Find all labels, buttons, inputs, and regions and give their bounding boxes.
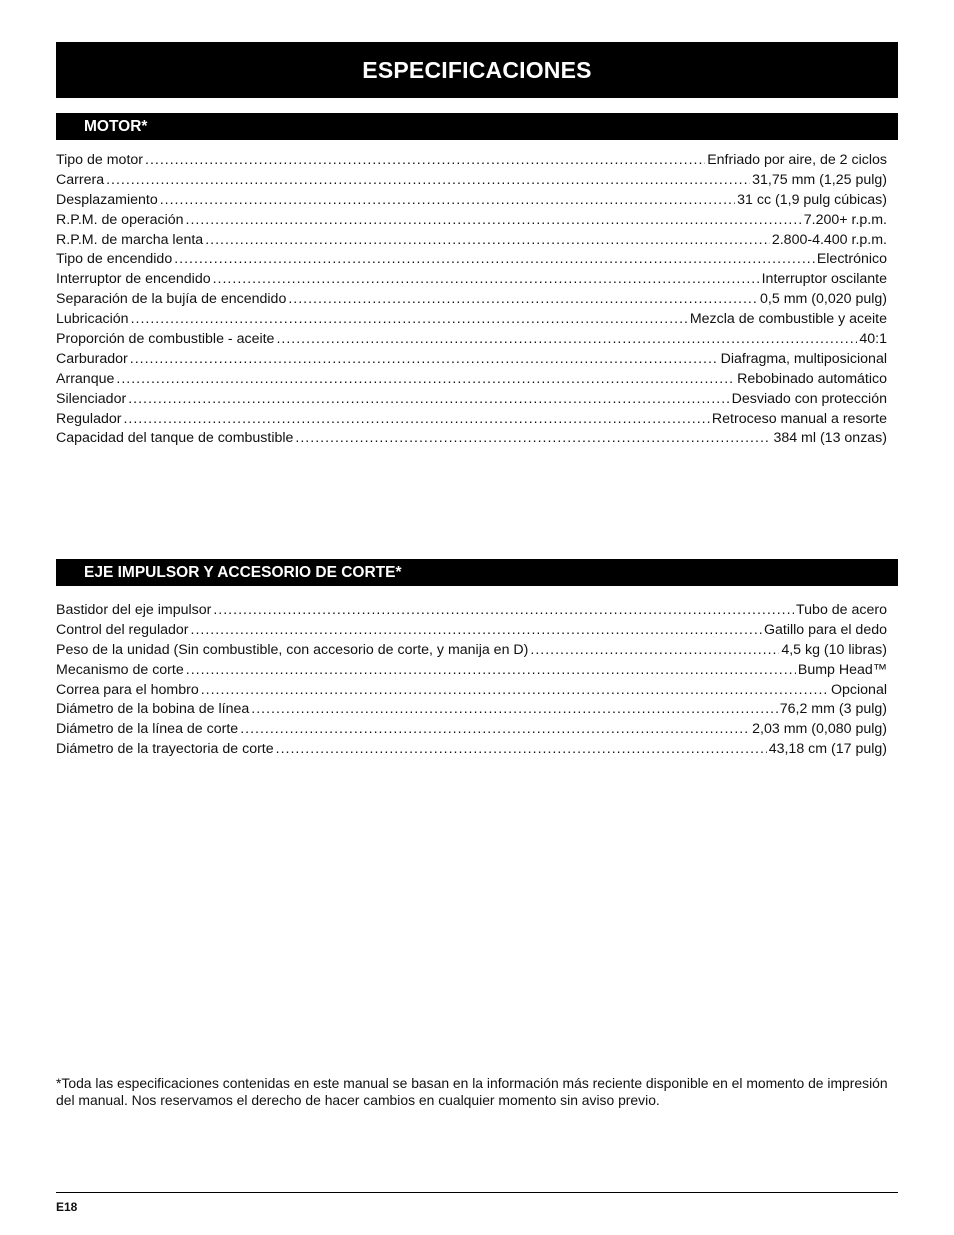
spec-row (56, 331, 887, 351)
spec-label: Bastidor del eje impulsor (56, 602, 212, 618)
spec-label: Correa para el hombro (56, 681, 199, 698)
spec-label: Diámetro de la trayectoria de corte (56, 741, 274, 758)
spec-row (56, 371, 887, 391)
dot-leader (186, 212, 802, 228)
spec-value: 4,5 kg (10 libras) (781, 641, 887, 658)
dot-leader (295, 430, 771, 446)
spec-row (56, 251, 887, 271)
spec-value: Electrónico (816, 251, 887, 268)
spec-label: Carburador (56, 350, 128, 367)
dot-leader (213, 271, 760, 287)
spec-row (56, 212, 887, 232)
spec-value: 31 cc (1,9 pulg cúbicas) (737, 191, 887, 208)
dot-leader (251, 701, 778, 717)
dot-leader (240, 721, 750, 737)
spec-label: Mecanismo de corte (56, 661, 184, 678)
dot-leader (106, 172, 750, 188)
spec-row (56, 430, 887, 450)
spec-label: Interruptor de encendido (56, 271, 211, 288)
spec-row (56, 682, 887, 702)
spec-row (56, 271, 887, 291)
spec-value: Enfriado por aire, de 2 ciclos (707, 152, 887, 168)
spec-row (56, 172, 887, 192)
spec-value: 43,18 cm (17 pulg) (768, 741, 887, 758)
dot-leader (191, 622, 762, 638)
dot-leader (116, 371, 735, 387)
spec-row (56, 602, 887, 622)
spec-value: Opcional (831, 681, 887, 698)
page-title: ESPECIFICACIONES (362, 56, 592, 83)
spec-label: Diámetro de la bobina de línea (56, 701, 250, 718)
section-header-drive-shaft (56, 559, 898, 586)
spec-value: Rebobinado automático (737, 370, 887, 387)
spec-row (56, 391, 887, 411)
spec-label: Capacidad del tanque de combustible (56, 430, 294, 447)
page-number: E18 (56, 1200, 78, 1214)
spec-row (56, 232, 887, 252)
dot-leader (205, 232, 770, 248)
spec-label: Control del regulador (56, 621, 189, 638)
spec-value: 40:1 (859, 331, 887, 348)
spec-value: Desviado con protección (731, 390, 887, 407)
dot-leader (123, 411, 709, 427)
spec-row (56, 701, 887, 721)
spec-label: Diámetro de la línea de corte (56, 721, 239, 738)
spec-value: 0,5 mm (0,020 pulg) (760, 291, 887, 308)
spec-value: 7.200+ r.p.m. (803, 211, 887, 228)
section-title: MOTOR* (84, 117, 148, 135)
spec-row (56, 351, 887, 371)
footer-rule (56, 1192, 898, 1193)
spec-label: Lubricación (56, 311, 129, 328)
spec-list-motor (56, 152, 887, 450)
spec-row (56, 152, 887, 172)
dot-leader (276, 741, 767, 757)
spec-label: Regulador (56, 410, 122, 427)
spec-label: R.P.M. de marcha lenta (56, 231, 204, 248)
spec-label: Proporción de combustible - aceite (56, 331, 275, 348)
dot-leader (128, 391, 729, 407)
dot-leader (131, 311, 688, 327)
spec-value: 2.800-4.400 r.p.m. (771, 231, 887, 248)
spec-value: Gatillo para el dedo (763, 621, 887, 638)
spec-row (56, 721, 887, 741)
spec-row (56, 662, 887, 682)
spec-row (56, 311, 887, 331)
spec-row (56, 411, 887, 431)
spec-value: Bump Head™ (797, 661, 887, 678)
spec-list-drive-shaft (56, 602, 887, 761)
dot-leader (530, 642, 779, 658)
spec-label: Desplazamiento (56, 191, 158, 208)
spec-value: 76,2 mm (3 pulg) (779, 701, 887, 718)
spec-label: Carrera (56, 171, 105, 188)
spec-value: Mezcla de combustible y aceite (689, 311, 887, 328)
spec-row (56, 192, 887, 212)
spec-label: R.P.M. de operación (56, 211, 184, 228)
spec-value: 31,75 mm (1,25 pulg) (752, 171, 887, 188)
spec-value: Tubo de acero (796, 602, 887, 618)
spec-label: Tipo de encendido (56, 251, 173, 268)
page-title-bar (56, 42, 898, 98)
spec-row (56, 622, 887, 642)
spec-label: Tipo de motor (56, 152, 144, 168)
dot-leader (130, 351, 719, 367)
spec-label: Silenciador (56, 390, 127, 407)
dot-leader (174, 251, 815, 267)
footnote: *Toda las especificaciones contenidas en este manual se basan en la información más reciente disponible en el momento de impresión del manual. Nos reservamos el derecho de hacer cambios en cualquier momento sin aviso previo. (56, 1075, 888, 1108)
spec-value: Interruptor oscilante (761, 271, 887, 288)
spec-value: Retroceso manual a resorte (711, 410, 887, 427)
spec-label: Separación de la bujía de encendido (56, 291, 287, 308)
spec-row (56, 741, 887, 761)
dot-leader (201, 682, 829, 698)
spec-row (56, 642, 887, 662)
dot-leader (288, 291, 758, 307)
spec-label: Arranque (56, 370, 115, 387)
spec-value: 384 ml (13 onzas) (773, 430, 887, 447)
dot-leader (186, 662, 796, 678)
spec-label: Peso de la unidad (Sin combustible, con accesorio de corte, y manija en D) (56, 641, 529, 658)
dot-leader (145, 152, 705, 168)
section-header-motor (56, 113, 898, 140)
section-title: EJE IMPULSOR Y ACCESORIO DE CORTE* (84, 563, 402, 581)
spec-value: 2,03 mm (0,080 pulg) (752, 721, 887, 738)
spec-row (56, 291, 887, 311)
spec-value: Diafragma, multiposicional (720, 350, 887, 367)
dot-leader (276, 331, 857, 347)
dot-leader (160, 192, 735, 208)
dot-leader (213, 602, 794, 618)
